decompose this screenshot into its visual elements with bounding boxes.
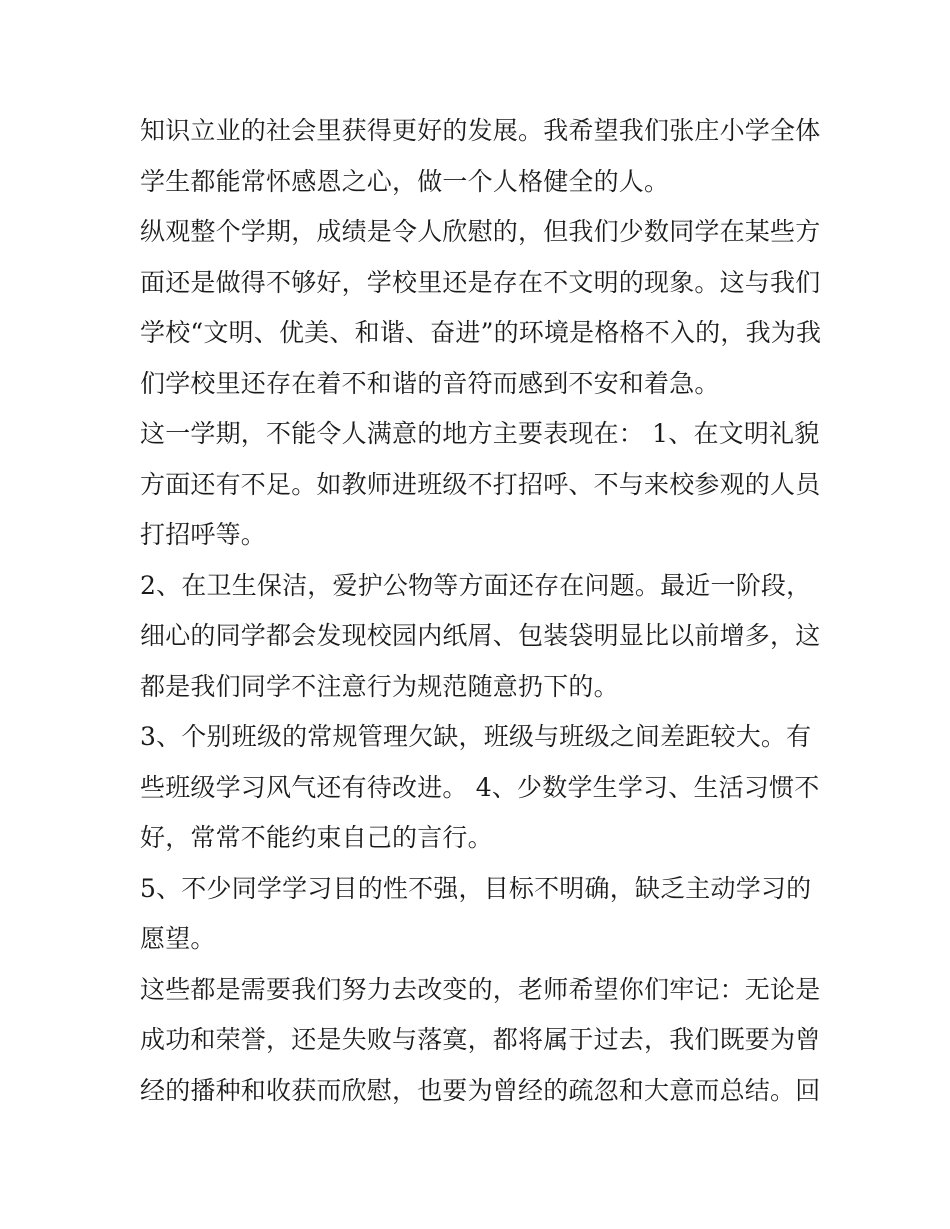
text-line: 学生都能常怀感恩之心，做一个人格健全的人。	[140, 166, 670, 196]
text-line: 经的播种和收获而欣慰，也要为曾经的疏忽和大意而总结。回	[140, 1075, 821, 1105]
text-line: 2、在卫生保洁，爱护公物等方面还存在问题。最近一阶段，	[140, 570, 812, 600]
text-line: 面还是做得不够好，学校里还是存在不文明的现象。这与我们	[140, 267, 821, 297]
text-line: 纵观整个学期，成绩是令人欣慰的，但我们少数同学在某些方	[140, 217, 821, 246]
text-line: 好，常常不能约束自己的言行。	[140, 823, 493, 852]
text-line: 细心的同学都会发现校园内纸屑、包装袋明显比以前增多，这	[140, 621, 821, 650]
text-line: 这些都是需要我们努力去改变的，老师希望你们牢记：无论是	[140, 974, 821, 1004]
text-line: 打招呼等。	[140, 520, 267, 549]
text-line: 些班级学习风气还有待改进。 4、少数学生学习、生活习惯不	[140, 772, 820, 802]
text-line: 愿望。	[140, 924, 216, 953]
text-line: 成功和荣誉，还是失败与落寞，都将属于过去，我们既要为曾	[140, 1025, 821, 1054]
text-line: 方面还有不足。如教师进班级不打招呼、不与来校参观的人员	[140, 469, 821, 499]
text-line: 们学校里还存在着不和谐的音符而感到不安和着急。	[140, 368, 720, 398]
document-body	[140, 106, 822, 1116]
text-line: 知识立业的社会里获得更好的发展。我希望我们张庄小学全体	[140, 116, 821, 145]
text-line: 都是我们同学不注意行为规范随意扔下的。	[140, 671, 619, 701]
text-line: 5、不少同学学习目的性不强，目标不明确，缺乏主动学习的	[140, 873, 812, 903]
text-line: 这一学期，不能令人满意的地方主要表现在： 1、在文明礼貌	[140, 419, 820, 448]
text-line: 3、个别班级的常规管理欠缺，班级与班级之间差距较大。有	[140, 722, 812, 751]
text-line: 学校“文明、优美、和谐、奋进”的环境是格格不入的，我为我	[140, 318, 822, 347]
